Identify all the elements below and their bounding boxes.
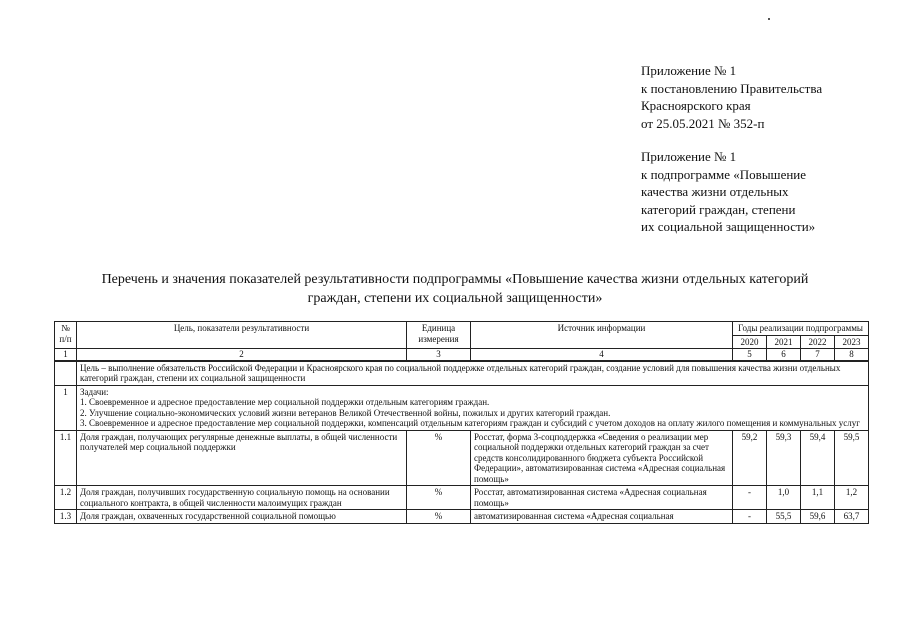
task-item: 1. Своевременное и адресное предоставление мер социальной поддержки отдельным категориям граждан. bbox=[80, 397, 490, 407]
column-number: 5 bbox=[733, 349, 767, 361]
header-years-group: Годы реализации подпрограммы bbox=[733, 322, 869, 336]
row-unit: % bbox=[407, 510, 471, 524]
row-source: Росстат, форма 3-соцподдержка «Сведения о реализации мер социальной поддержки отдельных категорий граждан за счет средств консолидированного бюджета субъекта Российской Федерации», автоматизированная система «Адресная социальная помощь» bbox=[471, 430, 733, 486]
row-value-2021: 1,0 bbox=[767, 486, 801, 510]
task-item: 3. Своевременное и адресное предоставление мер социальной поддержки, компенсаций отдельным категориям граждан и субсидий с учетом доходов на оплату жилого помещения и коммунальных услуг bbox=[80, 418, 860, 428]
column-number: 2 bbox=[77, 349, 407, 361]
annex-line: категорий граждан, степени bbox=[641, 201, 796, 217]
header-year: 2022 bbox=[801, 335, 835, 349]
row-value-2021: 55,5 bbox=[767, 510, 801, 524]
title-line-1: Перечень и значения показателей результативности подпрограммы «Повышение качества жизни отдельных категорий bbox=[101, 272, 809, 287]
annex-block-subprogram bbox=[641, 148, 815, 236]
annex-line: от 25.05.2021 № 352-п bbox=[641, 115, 765, 131]
tasks-cell bbox=[77, 385, 869, 430]
indicators-table bbox=[54, 321, 869, 524]
header-source: Источник информации bbox=[471, 322, 733, 349]
goal-row-num-cell bbox=[55, 361, 77, 386]
tasks-num: 1 bbox=[55, 385, 77, 430]
document-title bbox=[60, 270, 850, 308]
table-row bbox=[55, 486, 869, 510]
row-num: 1.2 bbox=[55, 486, 77, 510]
column-number: 4 bbox=[471, 349, 733, 361]
row-value-2022: 1,1 bbox=[801, 486, 835, 510]
title-line-2: граждан, степени их социальной защищенности» bbox=[307, 291, 603, 306]
row-source: автоматизированная система «Адресная социальная bbox=[471, 510, 733, 524]
goal-row bbox=[55, 361, 869, 386]
header-row bbox=[55, 322, 869, 336]
table-row bbox=[55, 430, 869, 486]
column-number: 3 bbox=[407, 349, 471, 361]
row-value-2023: 63,7 bbox=[835, 510, 869, 524]
row-num: 1.3 bbox=[55, 510, 77, 524]
annex-line: к подпрограмме «Повышение bbox=[641, 166, 807, 182]
column-number: 6 bbox=[767, 349, 801, 361]
row-value-2022: 59,6 bbox=[801, 510, 835, 524]
task-item: 2. Улучшение социально-экономических условий жизни ветеранов Великой Отечественной войны, пожилых и других категорий граждан. bbox=[80, 407, 611, 418]
row-source: Росстат, автоматизированная система «Адресная социальная помощь» bbox=[471, 486, 733, 510]
row-value-2023: 1,2 bbox=[835, 486, 869, 510]
row-value-2020: - bbox=[733, 510, 767, 524]
column-number: 8 bbox=[835, 349, 869, 361]
annex-line: Приложение № 1 bbox=[641, 63, 737, 78]
goal-text: Цель – выполнение обязательств Российской Федерации и Красноярского края по социальной поддержке отдельных категорий граждан, создание условий для повышения качества жизни отдельных категорий граждан, степени их социальной защищенности bbox=[77, 361, 869, 386]
column-number: 1 bbox=[55, 349, 77, 361]
scan-speck bbox=[768, 18, 770, 20]
annex-line: качества жизни отдельных bbox=[641, 184, 789, 199]
row-value-2020: - bbox=[733, 486, 767, 510]
row-unit: % bbox=[407, 430, 471, 486]
annex-line: Красноярского края bbox=[641, 98, 751, 113]
header-year: 2023 bbox=[835, 335, 869, 349]
annex-block-resolution bbox=[641, 62, 822, 132]
table-row bbox=[55, 510, 869, 524]
row-value-2022: 59,4 bbox=[801, 430, 835, 486]
column-numbers-row bbox=[55, 349, 869, 361]
annex-line: Приложение № 1 bbox=[641, 149, 737, 164]
header-year: 2020 bbox=[733, 335, 767, 349]
tasks-label: Задачи: bbox=[80, 386, 109, 397]
header-unit: Единица измерения bbox=[407, 322, 471, 349]
row-unit: % bbox=[407, 486, 471, 510]
annex-line: к постановлению Правительства bbox=[641, 80, 823, 96]
row-num: 1.1 bbox=[55, 430, 77, 486]
row-indicator: Доля граждан, получивших государственную социальную помощь на основании социального контракта, в общей численности малоимущих граждан bbox=[77, 486, 407, 510]
row-value-2023: 59,5 bbox=[835, 430, 869, 486]
row-value-2021: 59,3 bbox=[767, 430, 801, 486]
header-year: 2021 bbox=[767, 335, 801, 349]
column-number: 7 bbox=[801, 349, 835, 361]
annex-line: их социальной защищенности» bbox=[641, 219, 816, 234]
row-indicator: Доля граждан, получающих регулярные денежные выплаты, в общей численности получателей мер социальной поддержки bbox=[77, 430, 407, 486]
row-indicator: Доля граждан, охваченных государственной социальной помощью bbox=[77, 510, 407, 524]
header-goal: Цель, показатели результативности bbox=[77, 322, 407, 349]
row-value-2020: 59,2 bbox=[733, 430, 767, 486]
header-num: № п/п bbox=[55, 322, 77, 349]
tasks-row bbox=[55, 385, 869, 430]
